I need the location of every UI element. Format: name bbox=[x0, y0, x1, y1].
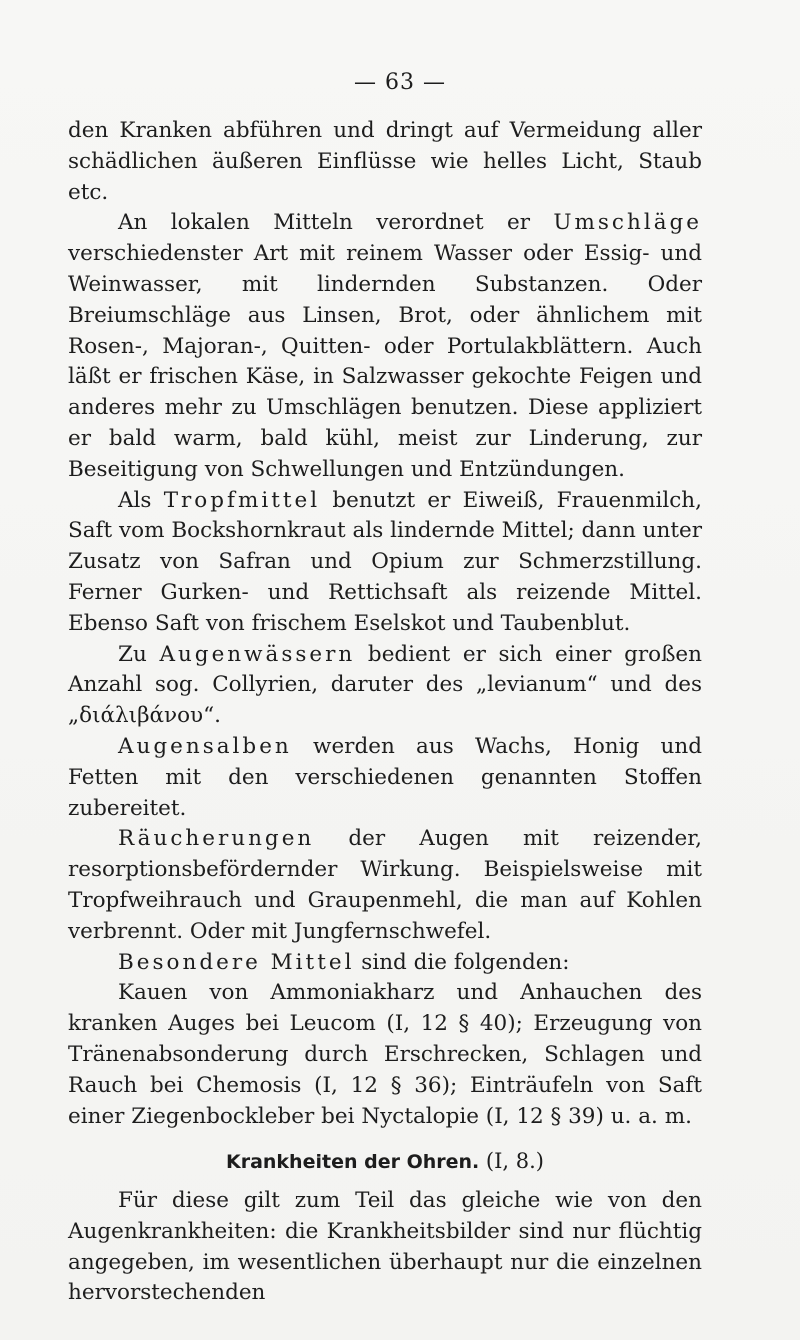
spaced-term: Augensalben bbox=[118, 733, 292, 759]
paragraph-text: Als bbox=[118, 487, 164, 513]
paragraph-text: den Kranken abführen und dringt auf Vermeidung aller schädlichen äußeren Einflüsse wie helles Licht, Staub etc. bbox=[68, 118, 702, 205]
paragraph bbox=[68, 978, 702, 1132]
paragraph-text: bedient er sich einer großen Anzahl sog. Collyrien, daruter des „levianum“ und des „διάλιβάνου“. bbox=[68, 641, 703, 729]
paragraph-text: Kauen von Ammoniakharz und Anhauchen des kranken Auges bei Leucom (I, 12 § 40); Erzeugung von Tränenabsonderung durch Erschrecken, Schlagen und Rauch bei Chemosis (I, 12 § 36); Einträufeln von Saft einer Ziegenbockleber bei Nyctalopie (I, 12 § 39) u. a. m. bbox=[68, 980, 702, 1129]
section-heading bbox=[68, 1146, 702, 1178]
paragraph bbox=[68, 732, 702, 824]
spaced-term: Augenwässern bbox=[159, 641, 356, 667]
paragraph bbox=[68, 116, 702, 208]
paragraph bbox=[68, 948, 702, 979]
paragraph-text: Für diese gilt zum Teil das gleiche wie von den Augenkrankheiten: die Krankheitsbilder sind nur flüchtig angegeben, im wesentlichen überhaupt nur die einzelnen hervorstechenden bbox=[68, 1188, 702, 1306]
spaced-term: Räucherungen bbox=[118, 826, 315, 852]
paragraph-text: An lokalen Mitteln verordnet er bbox=[118, 210, 554, 236]
spaced-term: Besondere Mittel bbox=[118, 949, 355, 975]
paragraph bbox=[68, 640, 702, 732]
paragraph bbox=[68, 824, 702, 947]
section-heading-reference: (I, 8.) bbox=[479, 1149, 544, 1174]
section-heading-title: Krankheiten der Ohren. bbox=[225, 1151, 480, 1174]
page-number: — 63 — bbox=[354, 70, 446, 95]
paragraph-text: der Augen mit reizender, resorptionsbefördernder Wirkung. Beispielsweise mit Tropfweihrauch und Graupenmehl, die man auf Kohlen verbrennt. Oder mit Jungfernschwefel. bbox=[68, 826, 702, 944]
paragraph-text: benutzt er Eiweiß, Frauenmilch, Saft vom Bockshornkraut als lindernde Mittel; dann unter Zusatz von Safran und Opium zur Schmerzstillung. Ferner Gurken- und Rettichsaft als reizende Mittel. Ebenso Saft von frischem Eselskot und Taubenblut. bbox=[68, 487, 702, 636]
paragraph-text: verschiedenster Art mit reinem Wasser oder Essig- und Weinwasser, mit lindernden Substanzen. Oder Breiumschläge aus Linsen, Brot, oder ähnlichem mit Rosen-, Majoran-, Quitten- oder Portulakblättern. Auch läßt er frischen Käse, in Salzwasser gekochte Feigen und anderes mehr zu Umschlägen benutzen. Diese appliziert er bald warm, bald kühl, meist zur Linderung, zur Beseitigung von Schwellungen und Entzündungen. bbox=[68, 241, 702, 482]
paragraph bbox=[68, 486, 702, 640]
paragraph-text: sind die folgenden: bbox=[354, 949, 570, 975]
spaced-term: Umschläge bbox=[553, 210, 702, 236]
paragraph-text: werden aus Wachs, Honig und Fetten mit den verschiedenen genannten Stoffen zubereitet. bbox=[68, 733, 702, 821]
spaced-term: Tropfmittel bbox=[163, 487, 321, 513]
paragraph bbox=[68, 1186, 702, 1309]
paragraph-text: Zu bbox=[118, 641, 160, 667]
page-body bbox=[68, 116, 702, 1309]
paragraph bbox=[68, 208, 702, 485]
